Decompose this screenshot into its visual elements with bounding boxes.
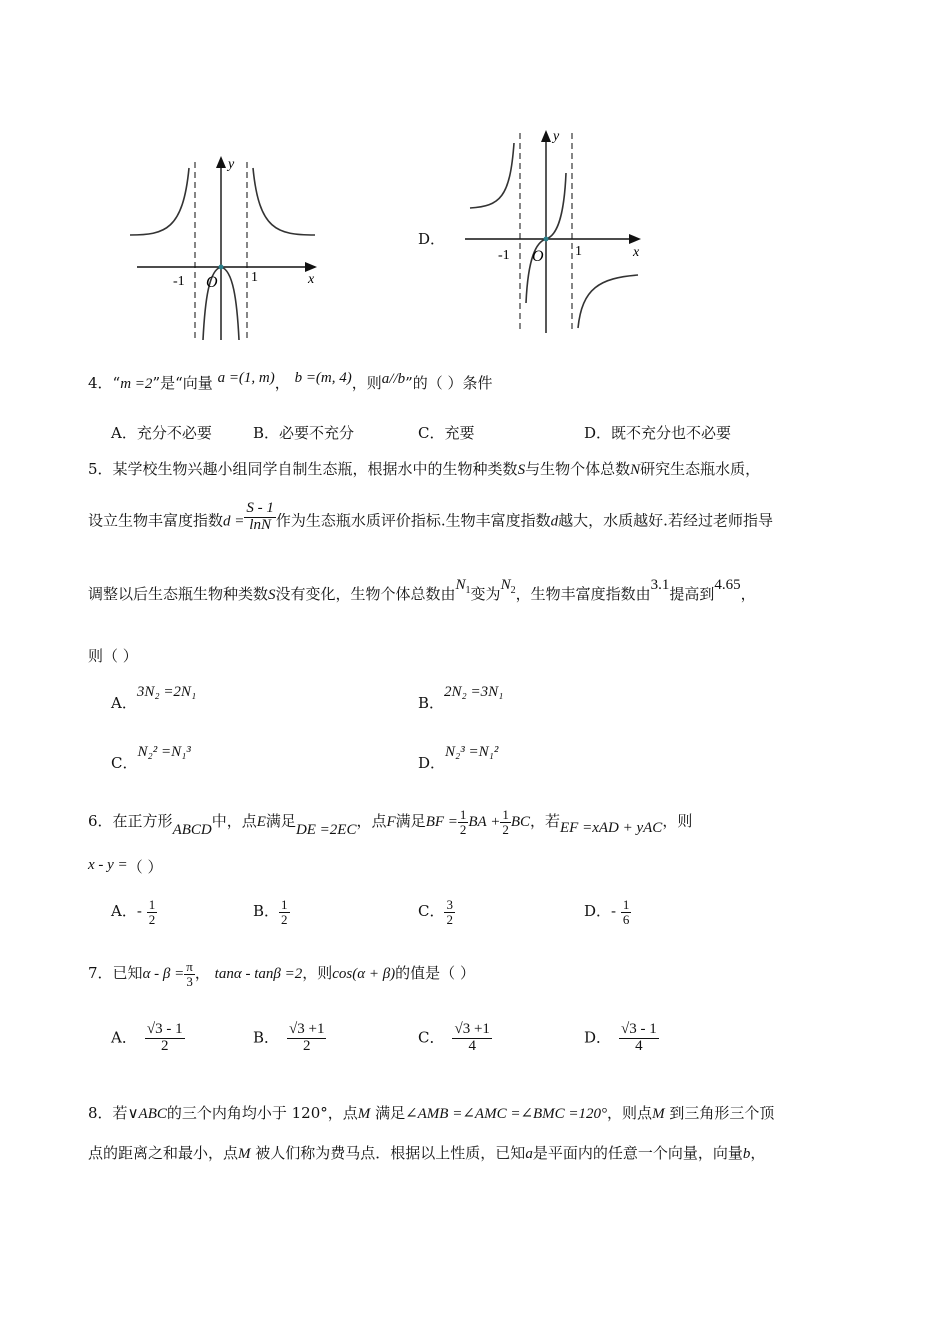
question-7-stem: 7．已知α - β = $\frac{\pi}{3}$ ， tanα - tanβ =2，则cos(α + β)的值是（ ） (88, 959, 475, 989)
graph-d-x-label: x (633, 245, 640, 260)
q6-option-d[interactable]: D．- $\frac{1}{6}$ (584, 897, 630, 927)
option-d-label: D． (418, 230, 446, 248)
graph-c-y-label: y (228, 157, 235, 172)
q4-option-a[interactable]: A．充分不必要 (111, 424, 212, 442)
q6-option-a[interactable]: A．- $\frac{1}{2}$ (111, 897, 156, 927)
graph-d-y-label: y (553, 129, 560, 144)
q6-option-b[interactable]: B． $\frac{1}{2}$ (253, 897, 288, 927)
q7-option-c[interactable]: C． $\frac{√3 +1}{4}$ (418, 1021, 490, 1054)
question-8-line-1: 8．若∨ABC的三个内角均小于 120°，点M 满足∠AMB =∠AMC =∠BMC =120°，则点M 到三角形三个顶 (88, 1104, 775, 1122)
q5-option-b[interactable]: B．2N₂ =3N₁ (418, 684, 504, 712)
q4-option-d[interactable]: D．既不充分也不必要 (584, 424, 732, 442)
graph-d-pos-tick: 1 (575, 244, 582, 259)
graph-option-d (460, 128, 650, 338)
question-5-line-2: 设立生物丰富度指数d = $\frac{S - 1}{\ln N}$ 作为生态瓶水质评价指标.生物丰富度指数d越大，水质越好.若经过老师指导 (88, 500, 773, 533)
question-5-line-4: 则（ ） (88, 647, 138, 665)
q5-option-d[interactable]: D．N₂³ =N₁² (418, 744, 499, 772)
graph-d-origin: O (532, 248, 544, 265)
graph-c-pos-tick: 1 (251, 270, 258, 285)
question-8-line-2: 点的距离之和最小，点M 被人们称为费马点．根据以上性质，已知a是平面内的任意一个向量，向量b， (88, 1144, 766, 1162)
graph-d-neg-tick: -1 (498, 248, 510, 263)
graph-c-neg-tick: -1 (173, 274, 185, 289)
q7-option-b[interactable]: B． $\frac{√3 +1}{2}$ (253, 1021, 325, 1054)
q5-option-c[interactable]: C．N₂² =N₁³ (111, 744, 191, 772)
q6-option-c[interactable]: C． $\frac{3}{2}$ (418, 897, 453, 927)
question-5-line-3: 调整以后生态瓶生物种类数S没有变化，生物个体总数由$N_1$变为$N_2$，生物丰富度指数由3.1提高到4.65， (88, 577, 756, 603)
q5-option-a[interactable]: A．3N₂ =2N₁ (111, 684, 197, 712)
q4-option-b[interactable]: B．必要不充分 (253, 424, 355, 442)
question-5-line-1: 5．某学校生物兴趣小组同学自制生态瓶，根据水中的生物种类数S与生物个体总数N研究生态瓶水质， (88, 460, 761, 478)
q7-option-d[interactable]: D． $\frac{√3 - 1}{4}$ (584, 1021, 657, 1054)
q7-option-a[interactable]: A． $\frac{√3 - 1}{2}$ (111, 1021, 183, 1054)
graph-option-c (125, 150, 325, 345)
question-6-line-2: x - y =（ ） (88, 857, 163, 876)
question-4-stem: 4．“m =2”是“向量 a =(1, m)， b =(m, 4)，则a//b”的（ ）条件 (88, 370, 493, 392)
graph-c-x-label: x (308, 272, 315, 287)
q4-option-c[interactable]: C．充要 (418, 424, 475, 442)
graph-c-origin: O (206, 274, 218, 291)
question-6-line-1: 6．在正方形ABCD中，点E满足DE =2EC，点F满足BF = $\frac{1}{2}$ BA + $\frac{1}{2}$ BC，若EF =xAD + yAC，则 (88, 807, 693, 839)
